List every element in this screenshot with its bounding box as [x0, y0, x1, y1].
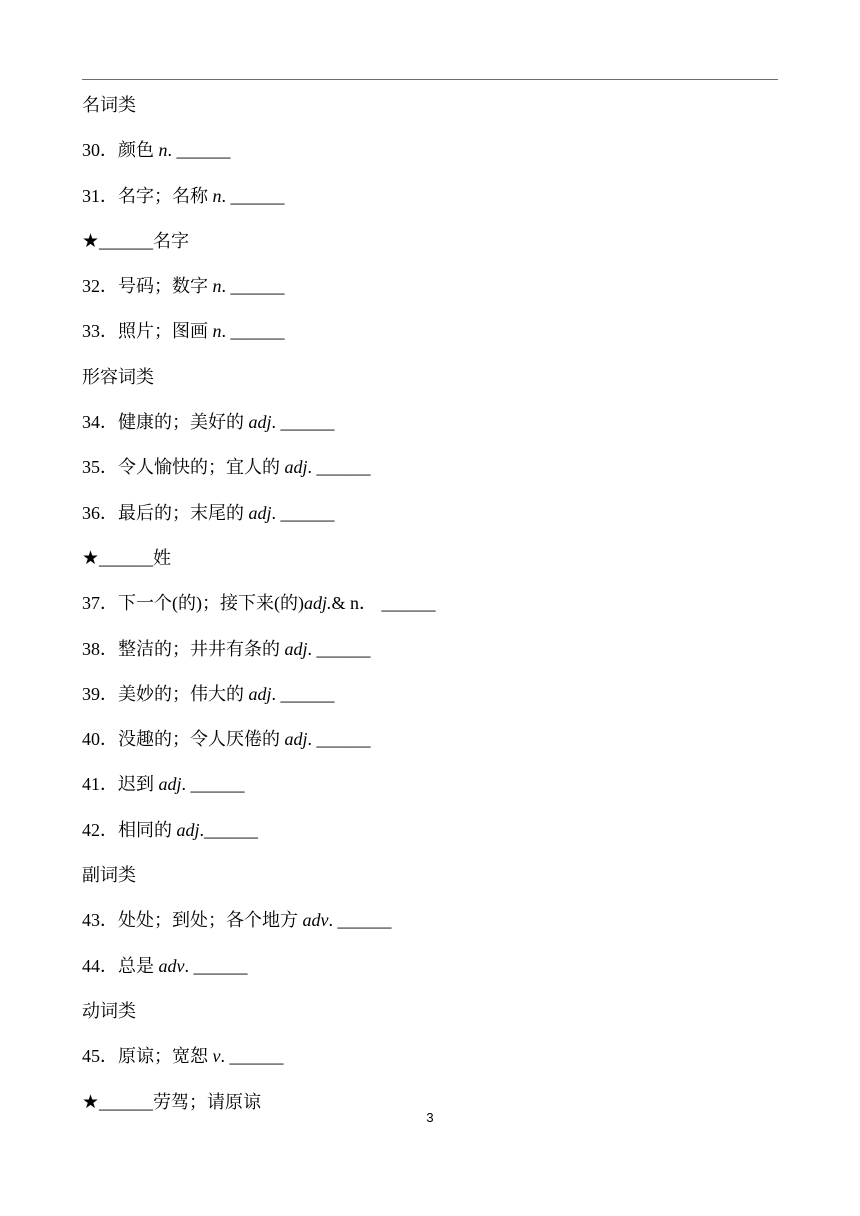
item-meaning: 美妙的；伟大的	[118, 683, 249, 704]
item-number: 32 ．	[82, 268, 118, 304]
header-rule	[82, 79, 778, 80]
answer-blank: . ______	[221, 321, 285, 342]
item-number: 42 ．	[82, 812, 118, 848]
page-number: 3	[426, 1110, 434, 1125]
item-pos: n	[158, 140, 168, 161]
item-meaning: 颜色	[118, 140, 159, 161]
item-number: 37 ．	[82, 585, 118, 621]
section-heading-verbs: 动词类	[82, 1000, 136, 1021]
item-pos: adj	[248, 502, 272, 523]
item-39	[82, 676, 778, 721]
item-37	[82, 585, 778, 630]
answer-blank: . ______	[167, 140, 231, 161]
answer-blank: . ______	[221, 276, 285, 297]
item-number: 45 ．	[82, 1038, 118, 1074]
item-meaning: 整洁的；井井有条的	[118, 638, 285, 659]
item-30	[82, 132, 778, 177]
item-34	[82, 404, 778, 449]
answer-blank: . ______	[220, 1046, 284, 1067]
item-meaning: 名字；名称	[118, 185, 213, 206]
item-41	[82, 766, 778, 811]
item-meaning: 处处；到处；各个地方	[118, 910, 303, 931]
item-pos: adj	[284, 457, 308, 478]
answer-blank: . ______	[184, 955, 248, 976]
item-31	[82, 178, 778, 223]
item-pos: adv	[158, 955, 185, 976]
star-icon: ★	[82, 1090, 100, 1113]
star-item-first-name	[82, 223, 778, 268]
item-number: 33 ．	[82, 313, 118, 349]
item-number: 44 ．	[82, 948, 118, 984]
section-heading-nouns: 名词类	[82, 95, 136, 115]
item-44	[82, 948, 778, 993]
item-pos: adj	[248, 412, 272, 433]
star-item-surname	[82, 540, 778, 585]
answer-blank: . ______	[307, 457, 371, 478]
star-meaning: 劳驾；请原谅	[153, 1091, 262, 1112]
item-35	[82, 449, 778, 494]
answer-blank: & n． ______	[331, 593, 436, 614]
answer-blank: ______	[99, 547, 154, 568]
item-meaning: 健康的；美好的	[118, 412, 249, 433]
answer-blank: ______	[99, 1091, 154, 1112]
item-meaning: 相同的	[118, 819, 177, 840]
item-pos: n	[212, 321, 222, 342]
item-pos: adj	[284, 729, 308, 750]
answer-blank: . ______	[307, 729, 371, 750]
vocabulary-list	[82, 87, 778, 1129]
item-36	[82, 495, 778, 540]
item-meaning: 下一个(的)；接下来(的)	[118, 593, 304, 614]
item-32	[82, 268, 778, 313]
item-pos: adj.	[303, 593, 332, 614]
item-meaning: 最后的；末尾的	[118, 502, 249, 523]
item-pos: adj	[176, 819, 200, 840]
answer-blank: . ______	[271, 412, 335, 433]
item-45	[82, 1038, 778, 1083]
item-pos: adj	[284, 638, 308, 659]
answer-blank: . ______	[307, 638, 371, 659]
item-number: 30 ．	[82, 132, 118, 168]
item-meaning: 原谅；宽恕	[118, 1046, 213, 1067]
item-33	[82, 313, 778, 358]
item-number: 36 ．	[82, 495, 118, 531]
answer-blank: . ______	[271, 502, 335, 523]
answer-blank: .______	[199, 819, 259, 840]
item-number: 34 ．	[82, 404, 118, 440]
item-meaning: 号码；数字	[118, 276, 213, 297]
item-number: 43 ．	[82, 902, 118, 938]
item-meaning: 总是	[118, 955, 159, 976]
star-meaning: 姓	[153, 547, 172, 568]
item-40	[82, 721, 778, 766]
item-pos: n	[212, 276, 222, 297]
item-number: 39 ．	[82, 676, 118, 712]
star-icon: ★	[82, 229, 100, 252]
item-number: 40 ．	[82, 721, 118, 757]
item-number: 31 ．	[82, 178, 118, 214]
item-pos: adj	[248, 683, 272, 704]
answer-blank: . ______	[221, 185, 285, 206]
section-heading-adjectives: 形容词类	[82, 366, 154, 387]
item-pos: adj	[158, 774, 182, 795]
section-heading-adverbs: 副词类	[82, 865, 136, 886]
item-43	[82, 902, 778, 947]
item-number: 35 ．	[82, 449, 118, 485]
item-meaning: 没趣的；令人厌倦的	[118, 729, 285, 750]
item-pos: adv	[302, 910, 329, 931]
item-number: 41 ．	[82, 766, 118, 802]
item-meaning: 令人愉快的；宜人的	[118, 457, 285, 478]
answer-blank: . ______	[181, 774, 245, 795]
answer-blank: . ______	[328, 910, 392, 931]
answer-blank: ______	[99, 230, 154, 251]
item-pos: v	[212, 1046, 221, 1067]
star-meaning: 名字	[153, 230, 190, 251]
item-number: 38 ．	[82, 631, 118, 667]
item-pos: n	[212, 185, 222, 206]
item-42	[82, 812, 778, 857]
item-meaning: 照片；图画	[118, 321, 213, 342]
answer-blank: . ______	[271, 683, 335, 704]
item-meaning: 迟到	[118, 774, 159, 795]
item-38	[82, 631, 778, 676]
star-icon: ★	[82, 546, 100, 569]
